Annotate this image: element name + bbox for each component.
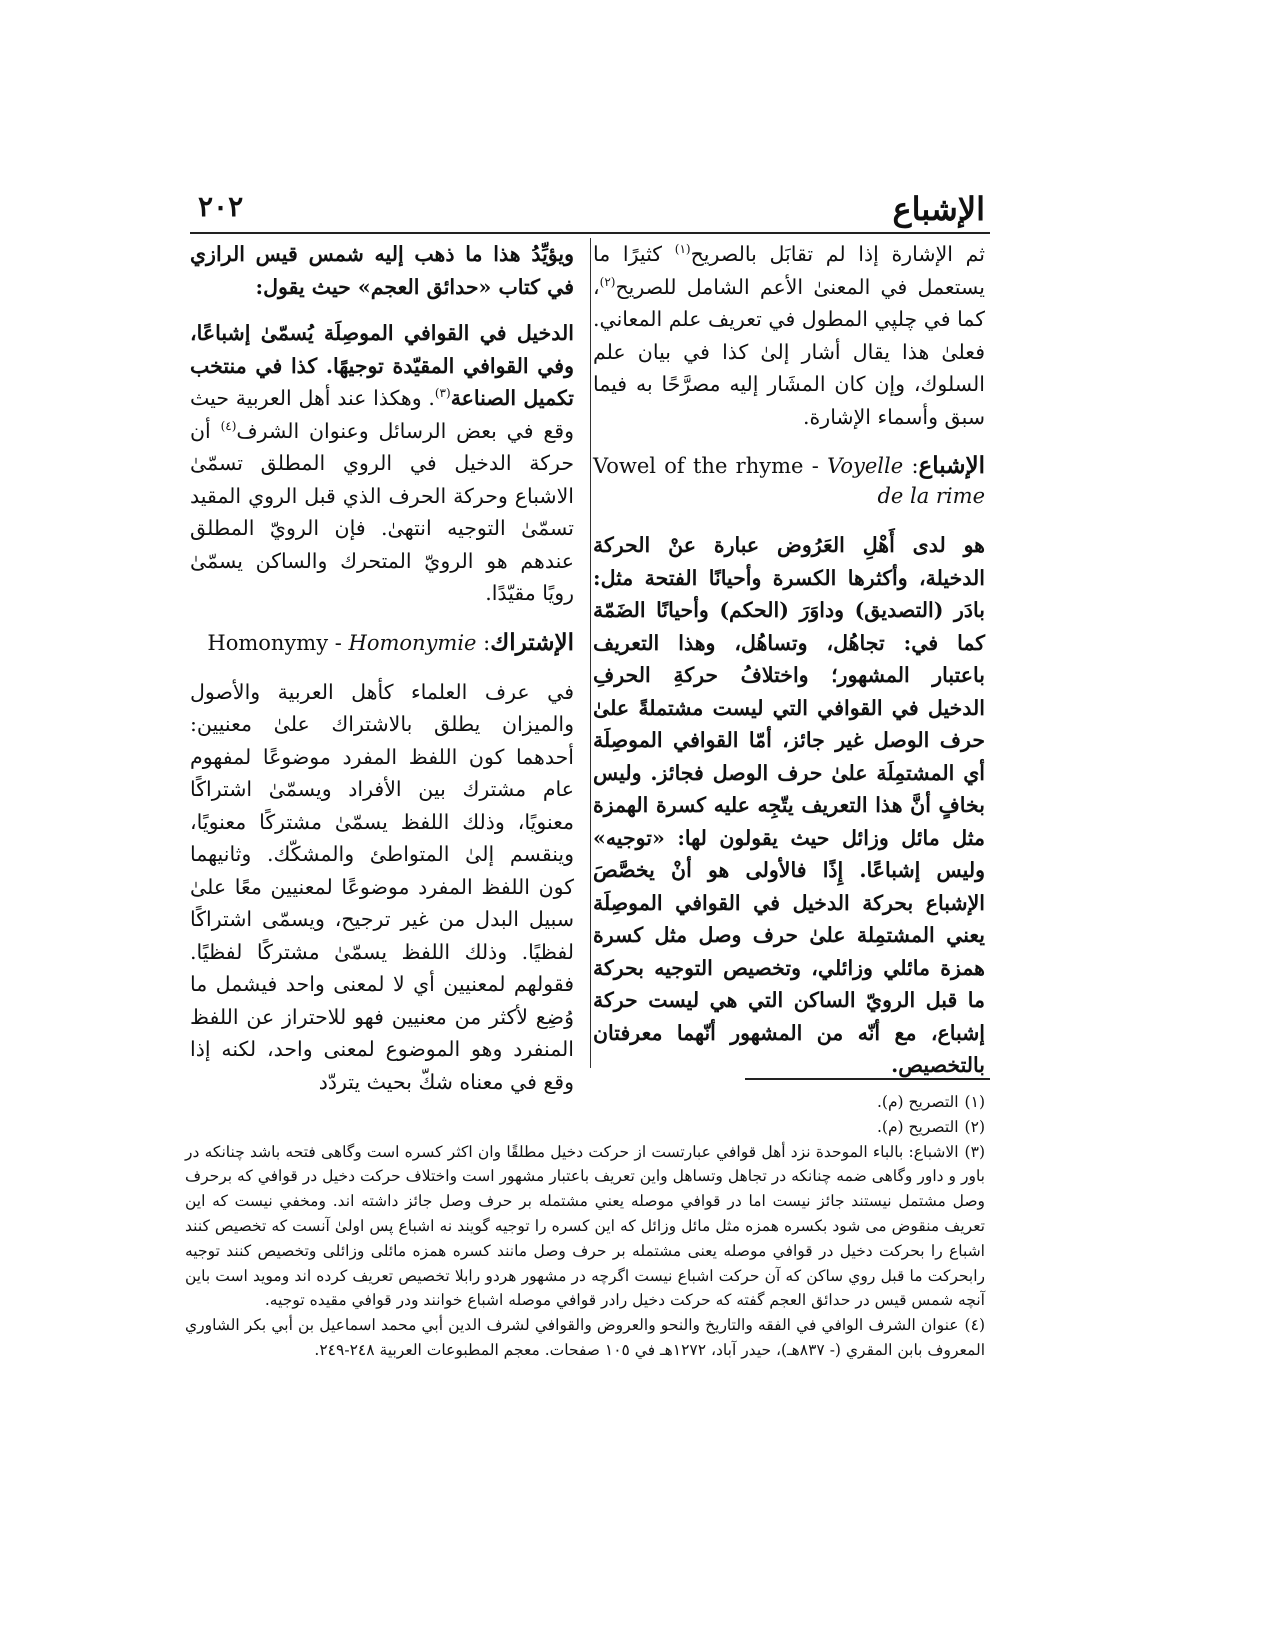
- footnotes: [185, 1090, 985, 1363]
- entry-term: الإشباع: [918, 452, 985, 479]
- paragraph-quote: [190, 317, 574, 610]
- footnote-number: (٣): [964, 1142, 985, 1161]
- paragraph-definition: هو لدى أَهْلِ العَرُوض عبارة عنْ الحركة الدخيلة، وأكثرها الكسرة وأحيانًا الفتحة مثل: بادَر (التصديق) وداوَرَ (الحكم) وأحيانًا الضَمّة كما في: تجاهُل، وتساهُل، وهذا التعريف باعتبار المشهور؛ واختلافُ حركةِ الحرفِ الدخيل في القوافي التي ليست مشتملةً علىٰ حرف الوصل غير جائز، أمّا القوافي الموصِلَة أي المشتمِلَة علىٰ حرف الوصل فجائز. وليس بخافٍ أنَّ هذا التعريف يتّجِه عليه كسرة الهمزة مثل مائل وزائل حيث يقولون لها: «توجيه» وليس إشباعًا. إِذًا فالأولى هو أنْ يخصَّصَ الإشباع بحركة الدخيل في القوافي الموصِلَة يعني المشتمِلة علىٰ حرف وصل مثل كسرة همزة مائلي وزائلي، وتخصيص التوجيه بحركة ما قبل الرويّ الساكن التي هي ليست حركة إشباع، مع أنّه من المشهور أنّهما معرفتان بالتخصيص.: [593, 533, 985, 1077]
- running-header-title: الإشباع: [892, 190, 985, 228]
- text-run: ، كما في چلپي المطول في تعريف علم المعاني. فعلىٰ هذا يقال أشار إلىٰ كذا في بيان علم السلوك، وإن كان المشَار إليه مصرَّحًا به فيما سبق وأسماء الإشارة.: [593, 274, 985, 429]
- entry-french: Voyelle de la rime: [827, 454, 985, 508]
- footnote-1: [185, 1090, 985, 1115]
- footnote-number: (٤): [964, 1316, 985, 1335]
- entry-colon: :: [903, 454, 919, 478]
- header-rule: [190, 232, 990, 234]
- footnote-text: عنوان الشرف الوافي في الفقه والتاريخ والنحو والعروض والقوافي لشرف الدين أبي محمد اسماعيل بن أبي بكر الشاوري المعروف بابن المقري (- ٨٣٧هـ)، حيدر آباد، ١٢٧٢هـ في ١٠٥ صفحات. معجم المطبوعات العربية ٢٤٨-٢٤٩.: [185, 1316, 985, 1359]
- entry-heading-ishbaa: [593, 451, 985, 511]
- footnote-3: [185, 1140, 985, 1314]
- text-run: . وهكذا عند أهل العربية حيث وقع في بعض الرسائل وعنوان الشرف: [190, 386, 574, 443]
- text-run: ثم الإشارة إذا لم تقابَل بالصريح: [690, 242, 985, 266]
- paragraph-support: ويؤيِّدُ هذا ما ذهب إليه شمس قيس الرازي في كتاب «حدائق العجم» حيث يقول:: [190, 242, 574, 299]
- text-run: كثيرًا ما يستعمل في المعنىٰ الأعم الشامل للصريح: [593, 242, 985, 299]
- quote-text: الدخيل في القوافي الموصِلَة يُسمّىٰ إشباعًا، وفي القوافي المقيّدة توجيهًا. كذا في منتخب تكميل الصناعة: [190, 321, 574, 410]
- entry-french: Homonymie: [348, 630, 477, 655]
- footnote-number: (١): [964, 1093, 985, 1111]
- footnote-ref[interactable]: (١): [674, 242, 691, 257]
- footnote-text: الاشباع: بالباء الموحدة نزد أهل قوافي عبارتست از حركت دخيل مطلقًا وان اكثر كسره است وگاهى فتحه باشد چنانكه در باور و داور وگاهى ضمه چنانكه در تجاهل وتساهل واين تعريف باعتبار مشهور است واختلاف حركت دخيل در قوافي كه برحرف وصل مشتمل نيستند جائز نيست اما در قوافي موصله يعني مشتمله بر حرف وصل جائز داشته اند. ومخفي نيست كه اين تعريف منقوض مى شود بكسره همزه مثل مائل وزائل كه اين كسره را توجيه گويند نه اشباع پس اولىٰ آنست كه تخصيص كنند اشباع را بحركت دخيل در قوافي موصله يعنى مشتمله بر حرف وصل مانند كسره همزه مائلى وزائلى وتخصيص كنند توجيه رابحركت ما قبل روي ساكن كه آن حركت اشباع نيست اگرچه در مشهور هردو رابلا تخصيص تعريف كرده اند ومويد است باين آنچه شمس قيس در حدائق العجم گفته كه حركت دخيل رادر قوافي موصله اشباع خوانند ودر قوافي مقيده توجيه.: [185, 1142, 985, 1310]
- entry-translation: [207, 631, 476, 655]
- entry-heading-ishtirak: [190, 628, 574, 658]
- paragraph-intro: [593, 238, 985, 433]
- entry-english: Vowel of the rhyme -: [593, 454, 828, 478]
- entry-english: Homonymy -: [207, 630, 349, 655]
- footnote-rule: [745, 1078, 990, 1080]
- footnote-text: التصريح (م).: [876, 1117, 959, 1136]
- column-divider: [590, 238, 591, 1068]
- footnote-text: التصريح (م).: [876, 1093, 959, 1111]
- footnote-2: [185, 1115, 985, 1140]
- right-column: [593, 238, 985, 1096]
- footnote-ref[interactable]: (٤): [220, 418, 237, 433]
- footnote-number: (٢): [964, 1117, 985, 1136]
- entry-term: الإشتراك: [490, 628, 574, 656]
- footnote-ref[interactable]: (٣): [434, 386, 451, 401]
- paragraph-homonymy: في عرف العلماء كأهل العربية والأصول والميزان يطلق بالاشتراك علىٰ معنيين: أحدهما كون اللفظ المفرد موضوعًا لمفهوم عام مشترك بين الأفراد ويسمّىٰ اشتراكًا معنويًا، وذلك اللفظ يسمّىٰ مشتركًا معنويًا، وينقسم إلىٰ المتواطئ والمشكّك. وثانيهما كون اللفظ المفرد موضوعًا لمعنيين معًا علىٰ سبيل البدل من غير ترجيح، ويسمّى اشتراكًا لفظيًا. وذلك اللفظ يسمّىٰ مشتركًا لفظيًا. فقولهم لمعنيين أي لا لمعنى واحد فيشمل ما وُضِع لأكثر من معنيين فهو للاحتراز عن اللفظ المنفرد وهو الموضوع لمعنى واحد، لكنه إذا وقع في معناه شكّ بحيث يتردّد: [190, 679, 574, 1094]
- text-run: أن حركة الدخيل في الروي المطلق تسمّىٰ الاشباع وحركة الحرف الذي قبل الروي المقيد تسمّىٰ التوجيه انتهىٰ. فإن الرويّ المطلق عندهم هو الرويّ المتحرك والساكن يسمّىٰ رويًا مقيّدًا.: [190, 418, 574, 605]
- footnote-ref[interactable]: (٢): [599, 274, 616, 289]
- page-number: ٢٠٢: [198, 190, 244, 223]
- entry-colon: :: [476, 630, 491, 655]
- left-column: [190, 238, 574, 1112]
- footnote-4: [185, 1313, 985, 1363]
